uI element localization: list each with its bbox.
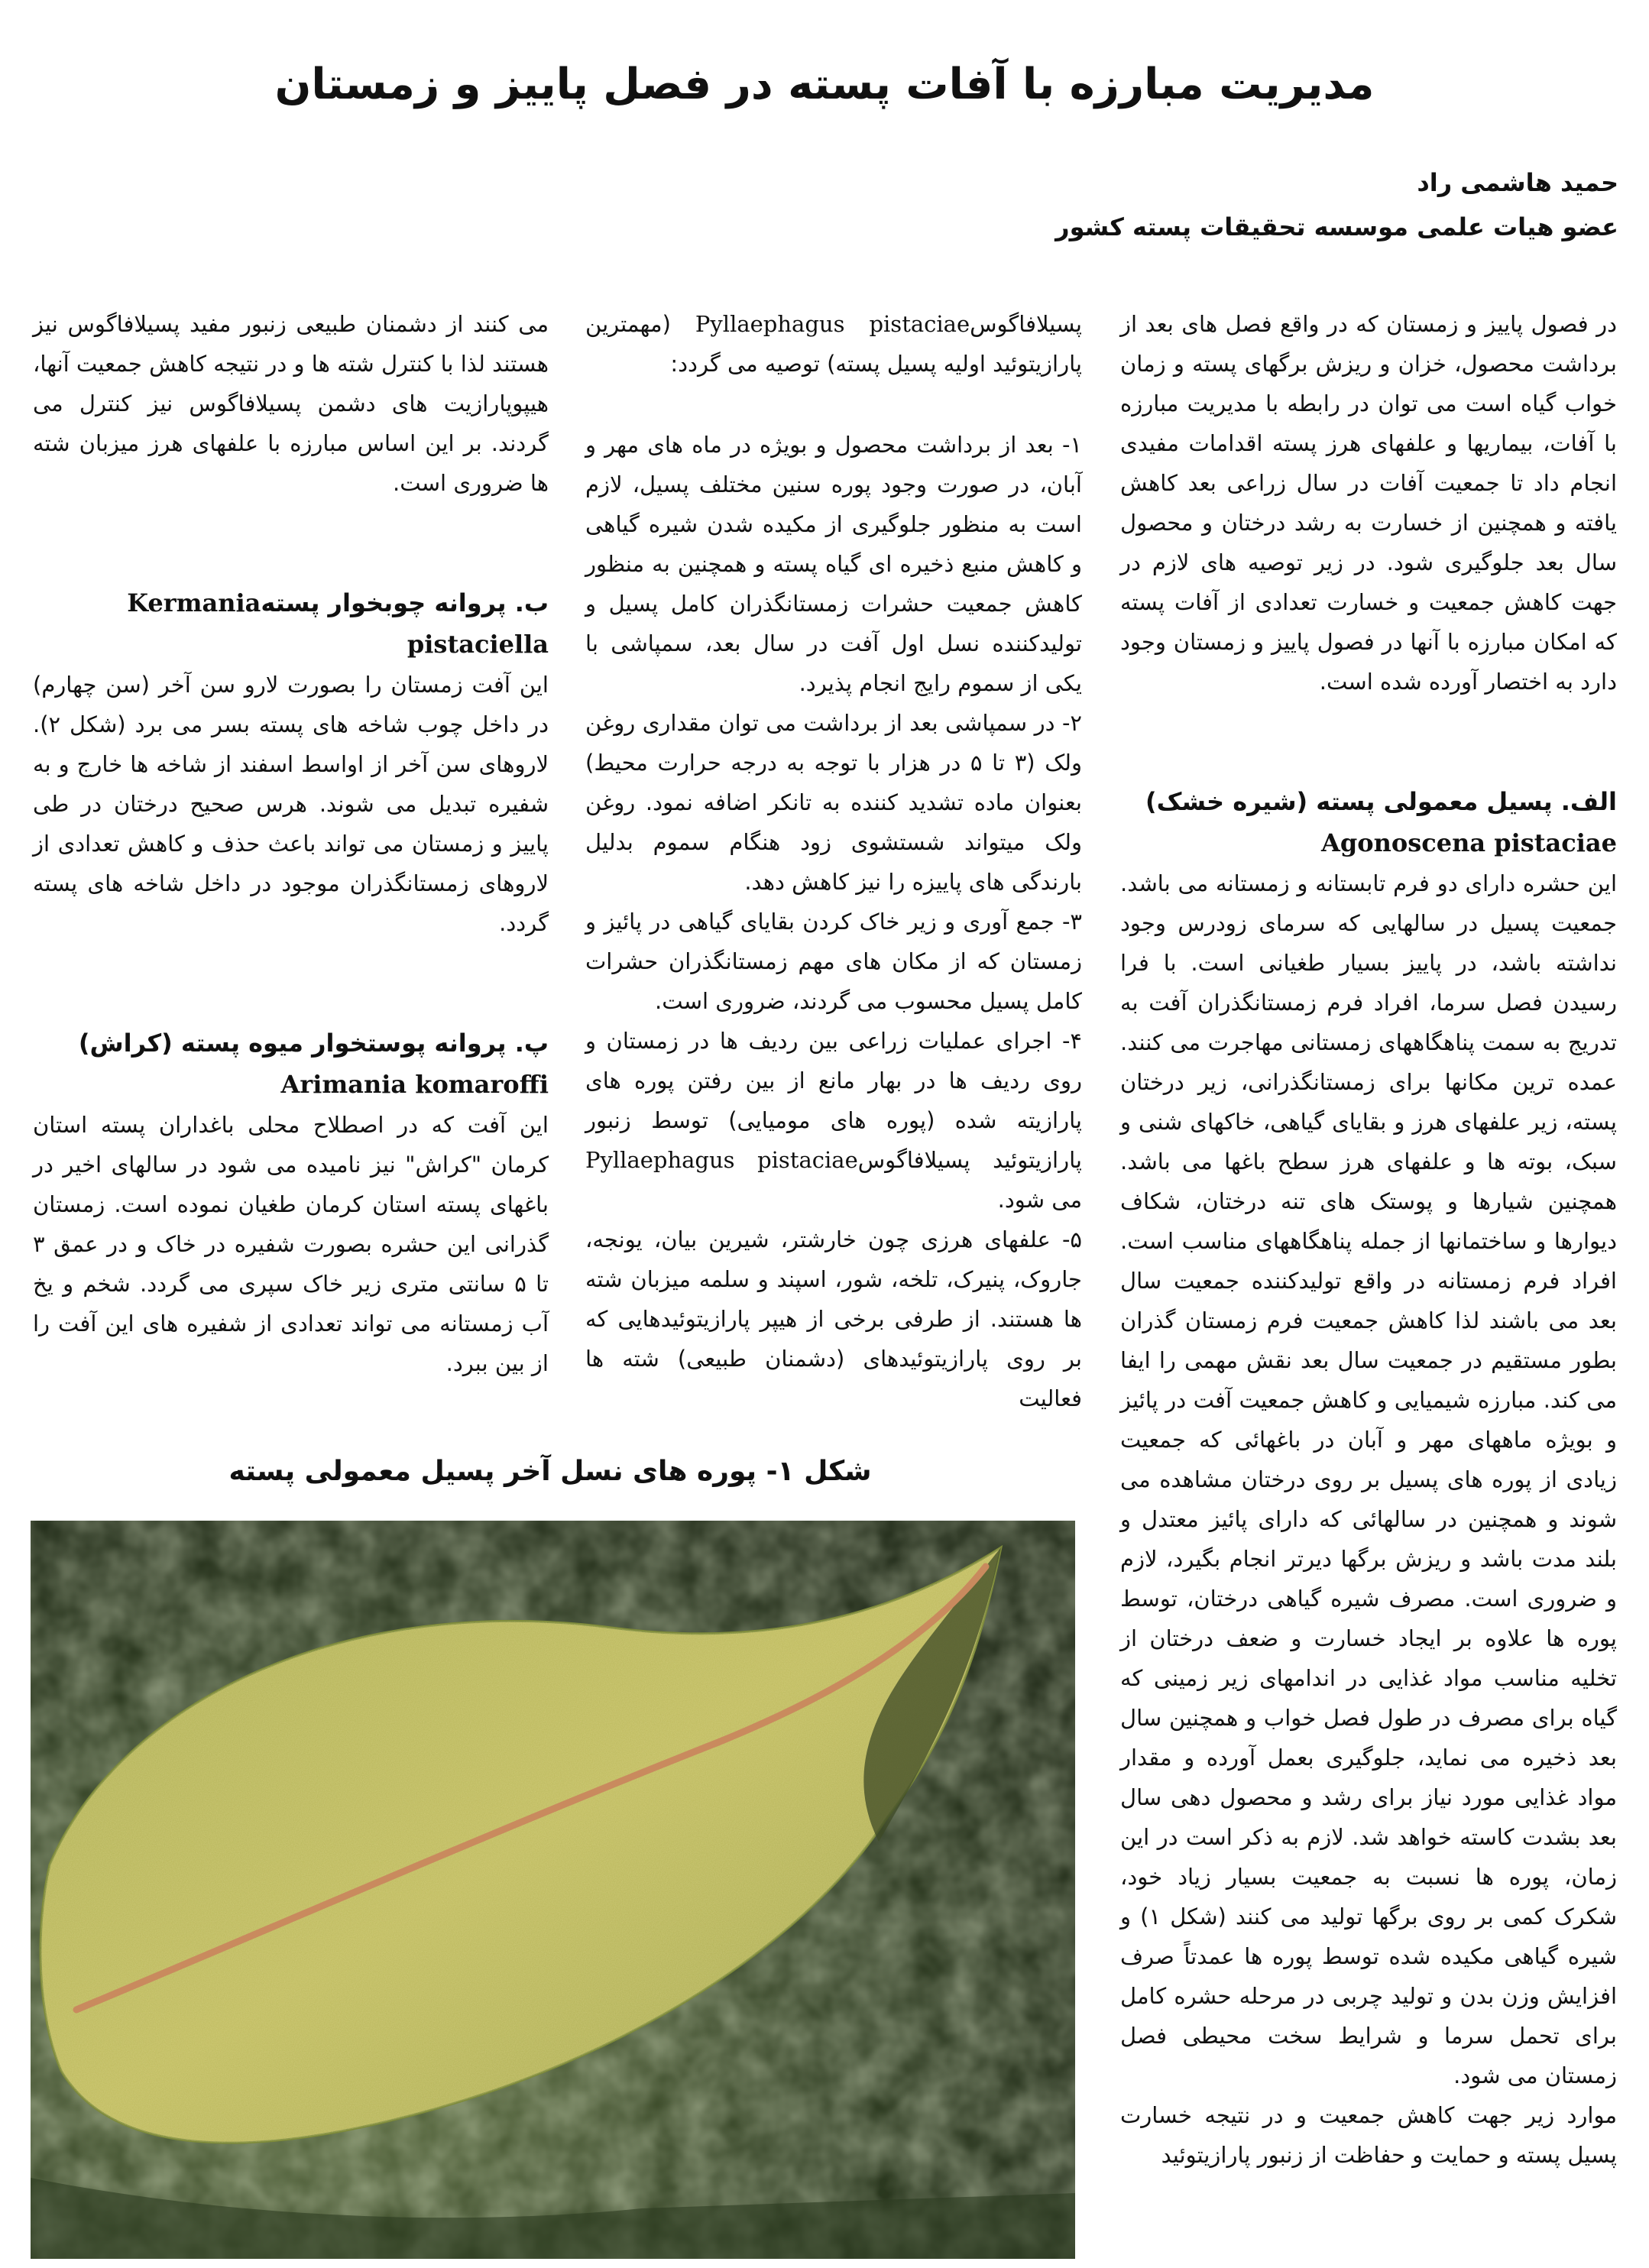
author-affiliation: عضو هیات علمی موسسه تحقیقات پسته کشور — [1055, 212, 1618, 241]
section-a-latin: Agonoscena pistaciae — [1321, 828, 1617, 857]
recommendation-item-1: ۱- بعد از برداشت محصول و بویژه در ماه های مهر و آبان، در صورت وجود پوره سنین مختلف پسیل، لازم است به منظور جلوگیری از مکیده شدن شیره گیاهی و کاهش منبع ذخیره ای گیاه پسته و همچنین به منظور کاهش جمعیت حشرات زمستانگذران کامل پسیل و تولیدکننده نسل اول آفت در سال بعد، سمپاشی با یکی از سموم رایج انجام پذیرد. — [585, 432, 1082, 696]
recommendation-item-3: ۳- جمع آوری و زیر خاک کردن بقایای گیاهی در پائیز و زمستان که از مکان های مهم زمستانگذران حشرات کامل پسیل محسوب می گردند، ضروری است. — [585, 909, 1082, 1014]
item4-text-a: ۴- اجرای عملیات زراعی بین ردیف ها در زمستان و روی ردیف ها در بهار مانع از بین رفتن پوره های پارازیته شده (پوره های مومیایی) توسط زنبور پارازیتوئید پسیلافاگوس — [585, 1028, 1082, 1173]
section-b-title: ب. پروانه چوبخوار پسته — [261, 588, 549, 617]
section-a-heading: الف. پسیل معمولی پسته (شیره خشک) — [1145, 787, 1617, 816]
recommendation-item-5: ۵- علفهای هرزی چون خارشتر، شیرین بیان، یونجه، جاروک، پنیرک، تلخه، شور، اسپند و سلمه میزبان شته ها هستند. از طرفی برخی از هیپر پارازیتوئیدهایی که بر روی پارازیتوئیدهای (دشمنان طبیعی) شته ها فعالیت — [585, 1226, 1082, 1411]
intro-paragraph: در فصول پاییز و زمستان که در واقع فصل های بعد از برداشت محصول، خزان و ریزش برگهای پسته و زمان خواب گیاه است می توان در رابطه با مدیریت مبارزه با آفات، بیماریها و علفهای هرز پسته اقدامات مفیدی انجام داد تا جمعیت آفات در سال زراعی بعد کاهش یافته و همچنین از خسارت به رشد درختان و محصول سال بعد جلوگیری شود. در زیر توصیه های لازم در جهت کاهش جمعیت و خسارت تعدادی از آفات پسته که امکان مبارزه با آنها در فصول پاییز و زمستان وجود دارد به اختصار آورده شده است. — [1120, 311, 1617, 695]
section-c-title: پ. پروانه پوستخوار میوه پسته (کراش) — [78, 1029, 549, 1058]
leaf-photo-svg — [31, 1521, 1075, 2259]
leaf-photo — [31, 1521, 1075, 2259]
col2-intro — [585, 304, 1082, 384]
section-c-latin: Arimania komaroffi — [280, 1070, 549, 1099]
closing-paragraph: موارد زیر جهت کاهش جمعیت و در نتیجه خسارت پسیل پسته و حمایت و حفاظت از زنبور پارازیتوئید — [1120, 2102, 1617, 2168]
item4-latin: Pyllaephagus pistaciae — [585, 1147, 858, 1173]
col2-intro-latin: Pyllaephagus pistaciae — [695, 311, 970, 337]
figure-caption: شکل ۱- پوره های نسل آخر پسیل معمولی پسته — [228, 1456, 872, 1487]
col2-intro-post: (مهمترین پارازیتوئید اولیه پسیل پسته) توصیه می گردد: — [585, 311, 1082, 377]
author-block — [1055, 160, 1618, 249]
section-b-latin: Kermania pistaciella — [127, 588, 549, 659]
section-c-heading — [33, 1022, 549, 1105]
recommendation-item-4 — [585, 1021, 1082, 1220]
col2-intro-pre: پسیلافاگوس — [970, 311, 1082, 337]
section-a-body: این حشره دارای دو فرم تابستانه و زمستانه می باشد. جمعیت پسیل در سالهایی که سرمای زودرس وجود نداشته باشد، در پاییز بسیار طغیانی است. با فرا رسیدن فصل سرما، افراد فرم زمستانگذران آفت به تدریج به سمت پناهگاههای زمستانی مهاجرت می کنند. عمده ترین مکانها برای زمستانگذرانی، زیر درختان پسته، زیر علفهای هرز و بقایای گیاهی، خاکهای شنی و سبک، بوته ها و علفهای هرز سطح باغها می باشد. همچنین شیارها و پوستک های تنه درختان، شکاف دیوارها و ساختمانها از جمله پناهگاههای مناسب است. افراد فرم زمستانه در واقع تولیدکننده جمعیت سال بعد می باشند لذا کاهش جمعیت فرم زمستان گذران بطور مستقیم در جمعیت سال بعد نقش مهمی را ایفا می کند. مبارزه شیمیایی و کاهش جمعیت آفت در پائیز و بویژه ماههای مهر و آبان در باغهائی که جمعیت زیادی از پوره های پسیل بر روی درختان مشاهده می شوند و همچنین در سالهائی که دارای پائیز معتدل و بلند مدت باشد و ریزش برگها دیرتر انجام بگیرد، لازم و ضروری است. مصرف شیره گیاهی درختان، توسط پوره ها علاوه بر ایجاد خسارت و ضعف درختان از تخلیه مناسب مواد غذایی در اندامهای زیر زمینی که گیاه برای مصرف در طول فصل خواب و همچنین سال بعد ذخیره می نماید، جلوگیری بعمل آورده و مقدار مواد غذایی مورد نیاز برای رشد و محصول دهی سال بعد بشدت کاسته خواهد شد. لازم به ذکر است در این زمان، پوره ها نسبت به جمعیت بسیار زیاد خود، شکرک کمی بر روی برگها تولید می کنند (شکل ۱) و شیره گیاهی مکیده شده توسط پوره ها عمدتاً صرف افزایش وزن بدن و تولید چربی در مرحله حشره کامل برای تحمل سرما و شرایط سخت محیطی فصل زمستان می شود. — [1120, 870, 1617, 2088]
column-left — [33, 304, 549, 1383]
section-b-body: این آفت زمستان را بصورت لارو سن آخر (سن چهارم) در داخل چوب شاخه های پسته بسر می برد (شکل ۲). لاروهای سن آخر از اواسط اسفند از شاخه ها خارج و به شفیره تبدیل می شوند. هرس صحیح درختان در طی پاییز و زمستان می تواند باعث حذف و کاهش تعدادی از لاروهای زمستانگذران موجود در داخل شاخه های پسته گردد. — [33, 672, 549, 936]
item4-text-b: می شود. — [997, 1187, 1082, 1213]
column-middle — [585, 304, 1082, 1418]
section-b-heading — [33, 582, 549, 665]
column-right — [1120, 304, 1617, 2175]
col3-intro: می کنند از دشمنان طبیعی زنبور مفید پسیلافاگوس نیز هستند لذا با کنترل شته ها و در نتیجه کاهش جمعیت آنها، هیپوپارازیت های دشمن پسیلافاگوس نیز کنترل می گردند. بر این اساس مبارزه با علفهای هرز میزبان شته ها ضروری است. — [33, 311, 549, 496]
article-title: مدیریت مبارزه با آفات پسته در فصل پاییز و زمستان — [274, 60, 1375, 109]
section-c-body: این آفت که در اصطلاح محلی باغداران پسته استان کرمان "کراش" نیز نامیده می شود در سالهای اخیر در باغهای پسته استان کرمان طغیان نموده است. زمستان گذرانی این حشره بصورت شفیره در خاک و در عمق ۳ تا ۵ سانتی متری زیر خاک سپری می گردد. شخم و یخ آب زمستانه می تواند تعدادی از شفیره های این آفت را از بین ببرد. — [33, 1112, 549, 1376]
recommendation-item-2: ۲- در سمپاشی بعد از برداشت می توان مقداری روغن ولک (۳ تا ۵ در هزار با توجه به درجه حرارت محیط) بعنوان ماده تشدید کننده به تانکر اضافه نمود. روغن ولک میتواند شستشوی زود هنگام سموم بدلیل بارندگی های پاییزه را نیز کاهش دهد. — [585, 710, 1083, 895]
author-name: حمید هاشمی راد — [1417, 168, 1618, 197]
